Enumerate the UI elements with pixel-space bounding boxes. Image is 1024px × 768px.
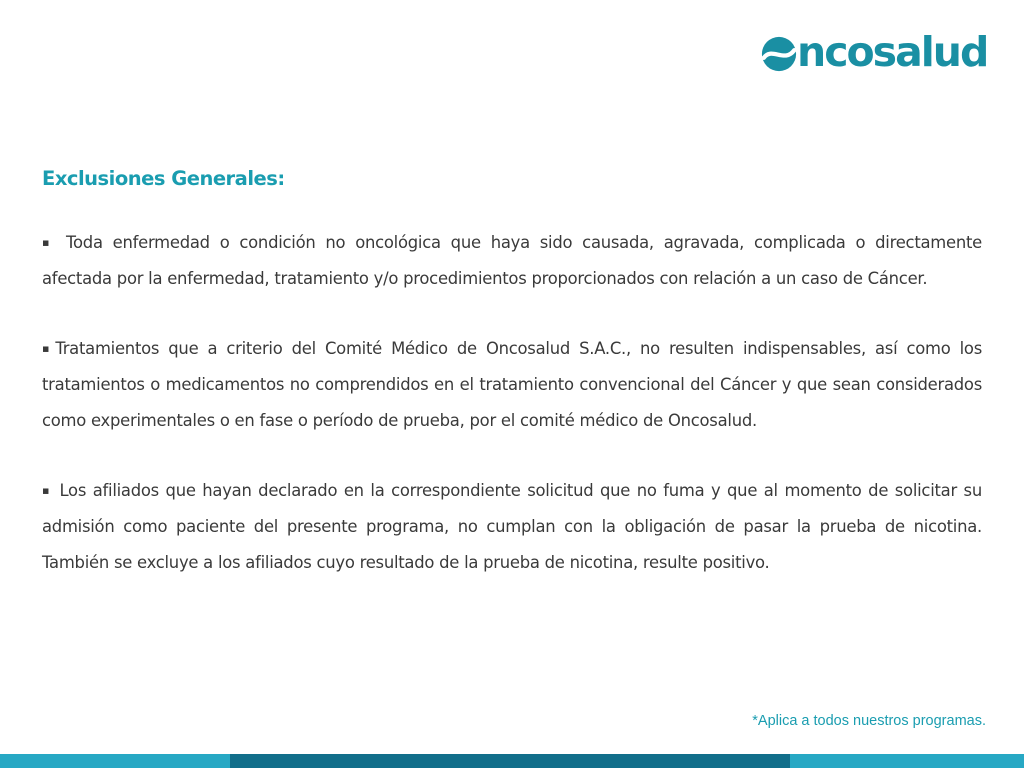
- item-text: Toda enfermedad o condición no oncológica que haya sido causada, agravada, complicada o directamente afectada por la enfermedad, tratamiento y/o procedimientos proporcionados con relación a un caso de Cáncer.: [42, 233, 982, 288]
- exclusions-list: [42, 225, 982, 615]
- page-title: Exclusiones Generales:: [42, 167, 285, 190]
- list-item: [42, 225, 982, 297]
- square-bullet-icon: ▪: [42, 484, 51, 497]
- bar-segment-left: [0, 754, 230, 768]
- bottom-color-bar: [0, 754, 1024, 768]
- list-item: [42, 473, 982, 581]
- oncosalud-logo-icon: [760, 34, 798, 74]
- list-item: [42, 331, 982, 439]
- bar-segment-right: [790, 754, 1024, 768]
- item-text: Los afiliados que hayan declarado en la correspondiente solicitud que no fuma y que al momento de solicitar su admisión como paciente del presente programa, no cumplan con la obligación de pasar la prueba de nicotina. También se excluye a los afiliados cuyo resultado de la prueba de nicotina, resulte positivo.: [42, 481, 982, 572]
- bar-segment-middle: [230, 754, 790, 768]
- oncosalud-logo: [760, 27, 1005, 78]
- square-bullet-icon: ▪: [42, 342, 54, 355]
- footnote: *Aplica a todos nuestros programas.: [752, 713, 986, 729]
- square-bullet-icon: ▪: [42, 236, 55, 249]
- logo-text: ncosalud: [797, 27, 988, 76]
- item-text: Tratamientos que a criterio del Comité Médico de Oncosalud S.A.C., no resulten indispensables, así como los tratamientos o medicamentos no comprendidos en el tratamiento convencional del Cáncer y que sean considerados como experimentales o en fase o período de prueba, por el comité médico de Oncosalud.: [42, 339, 982, 430]
